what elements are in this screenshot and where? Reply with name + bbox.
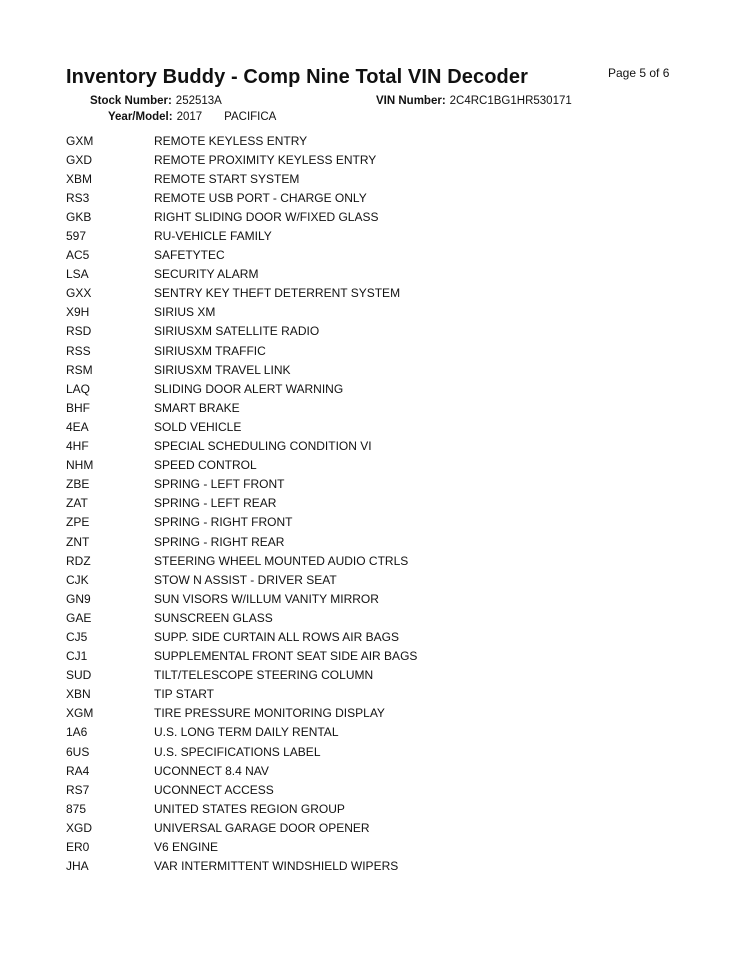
vin-number-label: VIN Number: <box>376 95 446 107</box>
list-item <box>66 857 417 876</box>
option-description: SMART BRAKE <box>154 400 240 415</box>
list-item <box>66 647 417 666</box>
model-value: PACIFICA <box>224 111 277 123</box>
option-code: ZAT <box>66 496 88 511</box>
option-description: U.S. SPECIFICATIONS LABEL <box>154 744 321 759</box>
option-description: RU-VEHICLE FAMILY <box>154 229 272 244</box>
option-code: GAE <box>66 610 92 625</box>
option-code: GKB <box>66 209 92 224</box>
option-code: AC5 <box>66 248 90 263</box>
stock-number-value: 252513A <box>175 95 222 107</box>
option-code: RA4 <box>66 763 90 778</box>
option-code: SUD <box>66 668 92 683</box>
option-description: SIRIUSXM TRAVEL LINK <box>154 362 291 377</box>
option-description: UNIVERSAL GARAGE DOOR OPENER <box>154 820 370 835</box>
page-number: Page 5 of 6 <box>608 66 670 80</box>
option-code: ER0 <box>66 840 90 855</box>
list-item <box>66 666 417 685</box>
list-item <box>66 780 417 799</box>
list-item <box>66 704 417 723</box>
list-item <box>66 437 417 456</box>
option-code: 597 <box>66 229 87 244</box>
list-item <box>66 303 417 322</box>
option-code: RS7 <box>66 782 90 797</box>
vin-number-value: 2C4RC1BG1HR530171 <box>449 95 572 107</box>
option-code: ZNT <box>66 534 90 549</box>
list-item <box>66 532 417 551</box>
list-item <box>66 837 417 856</box>
option-code: GXX <box>66 286 92 301</box>
option-description: REMOTE USB PORT - CHARGE ONLY <box>154 190 367 205</box>
option-code: 875 <box>66 801 87 816</box>
option-description: SENTRY KEY THEFT DETERRENT SYSTEM <box>154 286 401 301</box>
list-item <box>66 818 417 837</box>
list-item <box>66 513 417 532</box>
option-description: SPRING - LEFT REAR <box>154 496 277 511</box>
option-description: UNITED STATES REGION GROUP <box>154 801 345 816</box>
option-code: CJ5 <box>66 629 88 644</box>
year-model-label: Year/Model: <box>108 111 173 123</box>
option-description: SIRIUSXM SATELLITE RADIO <box>154 324 320 339</box>
option-description: SIRIUS XM <box>154 305 216 320</box>
list-item <box>66 627 417 646</box>
option-description: SUPPLEMENTAL FRONT SEAT SIDE AIR BAGS <box>154 649 418 664</box>
list-item <box>66 341 417 360</box>
option-code: RS3 <box>66 190 90 205</box>
option-description: VAR INTERMITTENT WINDSHIELD WIPERS <box>154 859 399 874</box>
option-description: TILT/TELESCOPE STEERING COLUMN <box>154 668 374 683</box>
option-description: TIP START <box>154 687 215 702</box>
option-code: CJ1 <box>66 649 88 664</box>
option-description: SPRING - RIGHT FRONT <box>154 515 293 530</box>
option-code: XGM <box>66 706 94 721</box>
list-item <box>66 570 417 589</box>
option-description: V6 ENGINE <box>154 840 219 855</box>
option-code: RSD <box>66 324 92 339</box>
option-description: STOW N ASSIST - DRIVER SEAT <box>154 572 337 587</box>
list-item <box>66 169 417 188</box>
option-code: LAQ <box>66 381 91 396</box>
option-description: SAFETYTEC <box>154 248 225 263</box>
option-code: XBN <box>66 687 91 702</box>
stock-number-label: Stock Number: <box>90 95 172 107</box>
list-item <box>66 398 417 417</box>
list-item <box>66 284 417 303</box>
list-item <box>66 589 417 608</box>
option-description: UCONNECT 8.4 NAV <box>154 763 269 778</box>
option-description: SPECIAL SCHEDULING CONDITION VI <box>154 439 372 454</box>
option-code: X9H <box>66 305 90 320</box>
option-description: SECURITY ALARM <box>154 267 259 282</box>
option-description: SPRING - LEFT FRONT <box>154 477 285 492</box>
option-code: JHA <box>66 859 89 874</box>
list-item <box>66 150 417 169</box>
option-code: NHM <box>66 458 94 473</box>
year-model-field <box>108 111 276 123</box>
option-description: SIRIUSXM TRAFFIC <box>154 343 266 358</box>
option-description: U.S. LONG TERM DAILY RENTAL <box>154 725 339 740</box>
list-item <box>66 188 417 207</box>
option-description: SPRING - RIGHT REAR <box>154 534 285 549</box>
list-item <box>66 799 417 818</box>
option-description: REMOTE START SYSTEM <box>154 171 300 186</box>
option-description: RIGHT SLIDING DOOR W/FIXED GLASS <box>154 209 379 224</box>
option-code: CJK <box>66 572 89 587</box>
option-description: REMOTE PROXIMITY KEYLESS ENTRY <box>154 152 377 167</box>
document-title: Inventory Buddy - Comp Nine Total VIN Decoder <box>66 66 528 88</box>
list-item <box>66 608 417 627</box>
list-item <box>66 551 417 570</box>
list-item <box>66 131 417 150</box>
list-item <box>66 322 417 341</box>
option-description: SOLD VEHICLE <box>154 419 242 434</box>
option-code: RDZ <box>66 553 91 568</box>
vin-number-field <box>376 95 572 107</box>
option-code: GXD <box>66 152 93 167</box>
list-item <box>66 475 417 494</box>
option-description: STEERING WHEEL MOUNTED AUDIO CTRLS <box>154 553 409 568</box>
stock-number-field <box>90 95 222 107</box>
option-code: 4HF <box>66 439 89 454</box>
option-code: XBM <box>66 171 93 186</box>
list-item <box>66 226 417 245</box>
option-code: 4EA <box>66 419 89 434</box>
list-item <box>66 379 417 398</box>
option-code: 6US <box>66 744 90 759</box>
list-item <box>66 265 417 284</box>
list-item <box>66 207 417 226</box>
list-item <box>66 685 417 704</box>
list-item <box>66 494 417 513</box>
option-description: SUN VISORS W/ILLUM VANITY MIRROR <box>154 591 379 606</box>
option-code: XGD <box>66 820 93 835</box>
option-description: REMOTE KEYLESS ENTRY <box>154 133 308 148</box>
option-code: RSM <box>66 362 93 377</box>
option-description: UCONNECT ACCESS <box>154 782 274 797</box>
option-description: SPEED CONTROL <box>154 458 257 473</box>
year-value: 2017 <box>176 111 203 123</box>
option-code-list <box>66 131 417 876</box>
list-item <box>66 723 417 742</box>
option-code: ZBE <box>66 477 90 492</box>
option-description: SUNSCREEN GLASS <box>154 610 273 625</box>
list-item <box>66 761 417 780</box>
option-code: LSA <box>66 267 89 282</box>
option-description: TIRE PRESSURE MONITORING DISPLAY <box>154 706 385 721</box>
option-code: RSS <box>66 343 91 358</box>
option-description: SUPP. SIDE CURTAIN ALL ROWS AIR BAGS <box>154 629 399 644</box>
option-description: SLIDING DOOR ALERT WARNING <box>154 381 344 396</box>
option-code: GXM <box>66 133 94 148</box>
list-item <box>66 417 417 436</box>
option-code: BHF <box>66 400 90 415</box>
option-code: 1A6 <box>66 725 88 740</box>
list-item <box>66 246 417 265</box>
list-item <box>66 360 417 379</box>
option-code: GN9 <box>66 591 91 606</box>
option-code: ZPE <box>66 515 90 530</box>
list-item <box>66 742 417 761</box>
list-item <box>66 456 417 475</box>
